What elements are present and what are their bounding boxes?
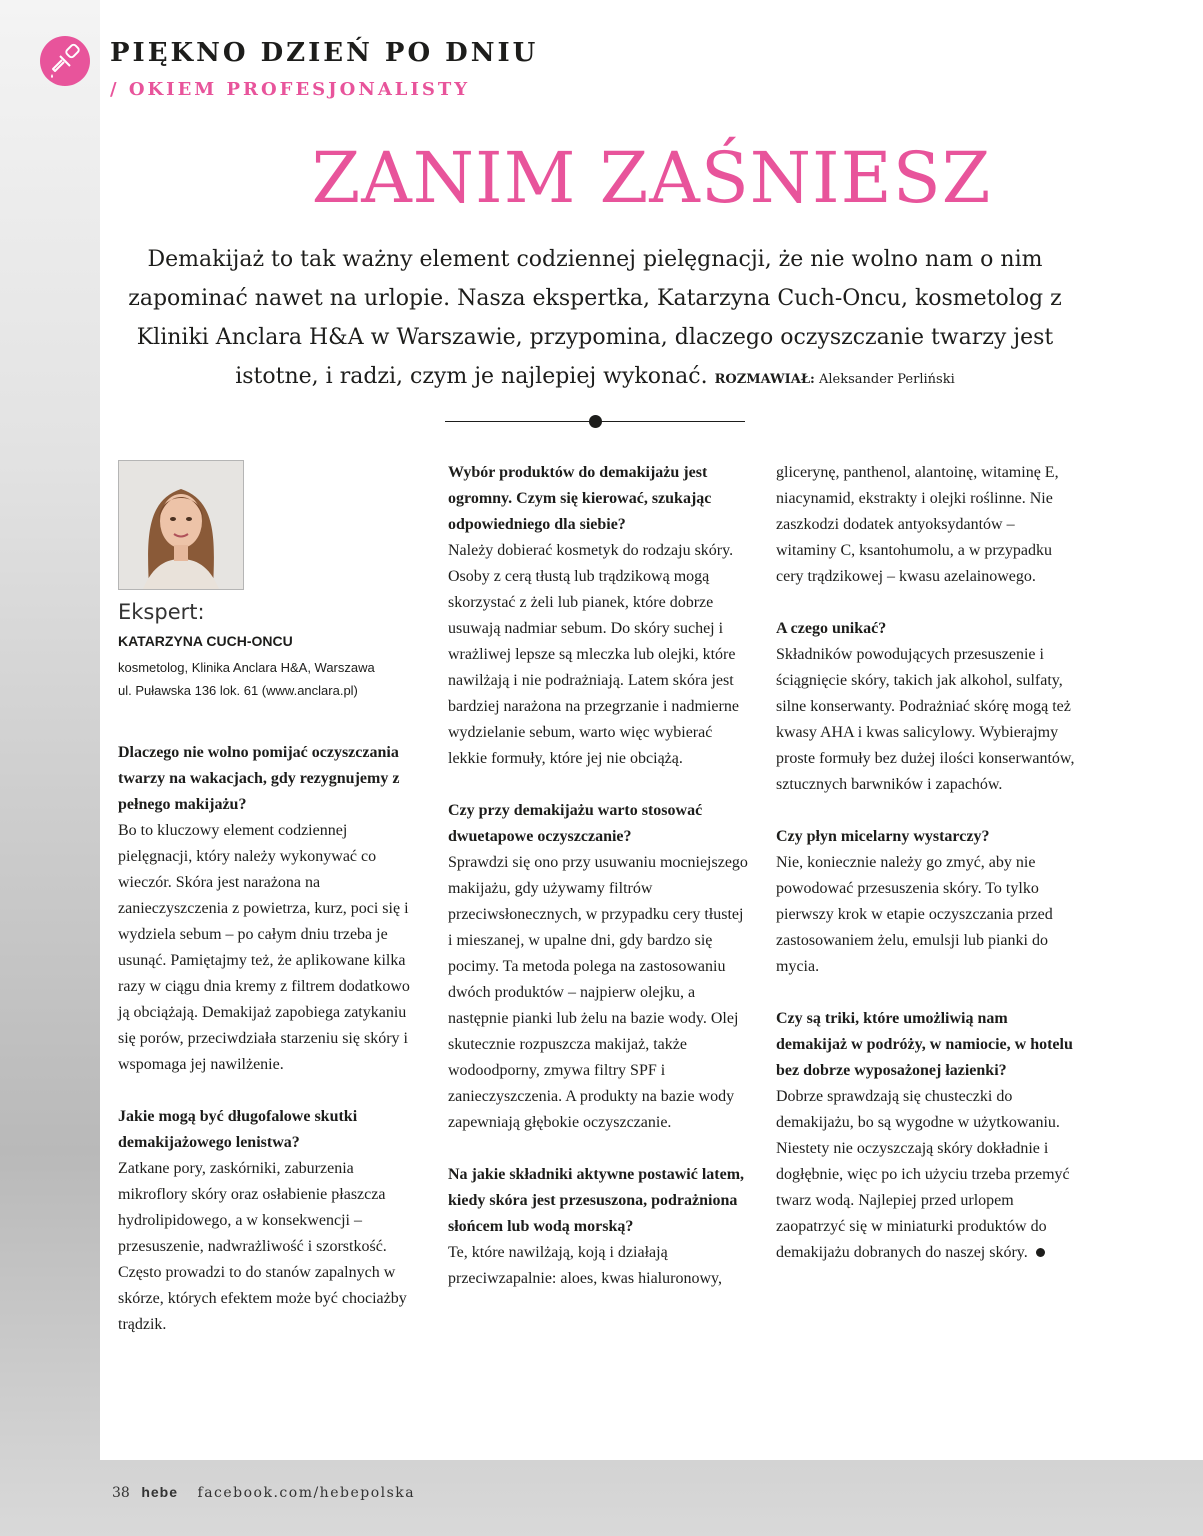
expert-role	[118, 656, 428, 702]
expert-name: KATARZYNA CUCH-ONCU	[118, 633, 293, 649]
column-1	[118, 740, 418, 1364]
subsection-title: / OKIEM PROFESJONALISTY	[110, 79, 471, 100]
end-dot-icon	[1036, 1248, 1045, 1257]
divider-dot-icon	[589, 415, 602, 428]
byline-name: Aleksander Perliński	[819, 372, 955, 387]
expert-label: Ekspert:	[118, 600, 205, 624]
answer	[776, 1084, 1076, 1266]
question: Wybór produktów do demakijażu jest ogromny. Czym się kierować, szukając odpowiedniego dla siebie?	[448, 464, 712, 533]
section-title: PIĘKNO DZIEŃ PO DNIU	[110, 38, 539, 68]
page-number: 38	[112, 1485, 130, 1501]
question: Na jakie składniki aktywne postawić latem, kiedy skóra jest przesuszona, podrażniona słońcem lub wodą morską?	[448, 1166, 745, 1235]
byline	[715, 372, 955, 387]
question: Dlaczego nie wolno pomijać oczyszczania twarzy na wakacjach, gdy rezygnujemy z pełnego makijażu?	[118, 744, 400, 813]
expert-role-text: kosmetolog, Klinika Anclara H&A, Warszawa	[118, 660, 375, 675]
question: Jakie mogą być długofalowe skutki demakijażowego lenistwa?	[118, 1108, 358, 1151]
question: A czego unikać?	[776, 620, 887, 637]
facebook-link[interactable]: facebook.com/hebepolska	[197, 1485, 416, 1501]
answer: Te, które nawilżają, koją i działają przeciwzapalnie: aloes, kwas hialuronowy,	[448, 1244, 722, 1287]
expert-address: ul. Puławska 136 lok. 61 (www.anclara.pl)	[118, 683, 358, 698]
page-footer	[112, 1484, 415, 1502]
column-2	[448, 460, 748, 1318]
answer: Składników powodujących przesuszenie i ściągnięcie skóry, takich jak alkohol, sulfaty, silne konserwanty. Podrażniać skórę mogą też kwasy AHA i kwas salicylowy. Wybierajmy proste formuły bez dużej ilości konserwantów, sztucznych barwników i zapachów.	[776, 646, 1075, 793]
brand-logo: hebe	[141, 1484, 179, 1500]
expert-photo	[118, 460, 244, 590]
answer: Sprawdzi się ono przy usuwaniu mocniejszego makijażu, gdy używamy filtrów przeciwsłonecznych, w przypadku cery tłustej i mieszanej, w upalne dni, gdy bardzo się pocimy. Ta metoda polega na zastosowaniu dwóch produktów – najpierw olejku, a następnie pianki lub żelu na bazie wody. Olej skutecznie rozpuszcza makijaż, także wodoodporny, zmywa filtry SPF i zanieczyszczenia. A produkty na bazie wody zapewniają głębokie oczyszczanie.	[448, 854, 748, 1131]
column-3	[776, 460, 1076, 1292]
answer-text: Dobrze sprawdzają się chusteczki do demakijażu, bo są wygodne w użytkowaniu. Niestety nie oczyszczają skóry dokładnie i dogłębnie, więc po ich użyciu trzeba przemyć twarz wodą. Najlepiej przed urlopem zaopatrzyć się w miniaturki produktów do demakijażu dobranych do naszej skóry.	[776, 1088, 1070, 1261]
byline-label: ROZMAWIAŁ:	[714, 372, 815, 387]
answer: Bo to kluczowy element codziennej pielęgnacji, który należy wykonywać co wieczór. Skóra jest narażona na zanieczyszczenia z powietrza, kurz, poci się i wydziela sebum – po całym dniu trzeba je usunąć. Pamiętajmy też, że aplikowane kilka razy w ciągu dnia kremy z filtrem dodatkowo ją obciążają. Demakijaż zapobiega zatykaniu się porów, przeciwdziała starzeniu się skóry i wspomaga jej nawilżenie.	[118, 822, 410, 1073]
question: Czy płyn micelarny wystarczy?	[776, 828, 990, 845]
lead-text: Demakijaż to tak ważny element codziennej pielęgnacji, że nie wolno nam o nim zapominać nawet na urlopie. Nasza ekspertka, Katarzyna Cuch-Oncu, kosmetolog z Kliniki Anclara H&A w Warszawie, przypomina, dlaczego oczyszczanie twarzy jest istotne, i radzi, czym je najlepiej wykonać.	[128, 247, 1062, 389]
answer: Zatkane pory, zaskórniki, zaburzenia mikroflory skóry oraz osłabienie płaszcza hydrolipidowego, a w konsekwencji – przesuszenie, nadwrażliwość i szorstkość. Często prowadzi to do stanów zapalnych w skórze, których efektem może być chociażby trądzik.	[118, 1160, 407, 1333]
dropper-icon	[40, 36, 90, 86]
answer: Należy dobierać kosmetyk do rodzaju skóry. Osoby z cerą tłustą lub trądzikową mogą skorzystać z żeli lub pianek, które dobrze usuwają nadmiar sebum. Do skóry suchej i wrażliwej lepsze są mleczka lub olejki, które nawilżają i nie podrażniają. Latem skóra jest bardziej narażona na przegrzanie i nadmierne wydzielanie sebum, warto więc wybierać lekkie formuły, które jej nie obciążą.	[448, 542, 739, 767]
question: Czy przy demakijażu warto stosować dwuetapowe oczyszczanie?	[448, 802, 703, 845]
question: Czy są triki, które umożliwią nam demakijaż w podróży, w namiocie, w hotelu bez dobrze wyposażonej łazienki?	[776, 1010, 1073, 1079]
article-lead	[120, 240, 1070, 399]
answer: glicerynę, panthenol, alantoinę, witaminę E, niacynamid, ekstrakty i olejki roślinne. Nie zaszkodzi dodatek antyoksydantów – witaminy C, ksantohumolu, a w przypadku cery trądzikowej – kwasu azelainowego.	[776, 464, 1059, 585]
answer: Nie, koniecznie należy go zmyć, aby nie powodować przesuszenia skóry. To tylko pierwszy krok w etapie oczyszczania przed zastosowaniem żelu, emulsji lub pianki do mycia.	[776, 854, 1053, 975]
article-title: ZANIM ZAŚNIESZ	[311, 137, 992, 219]
